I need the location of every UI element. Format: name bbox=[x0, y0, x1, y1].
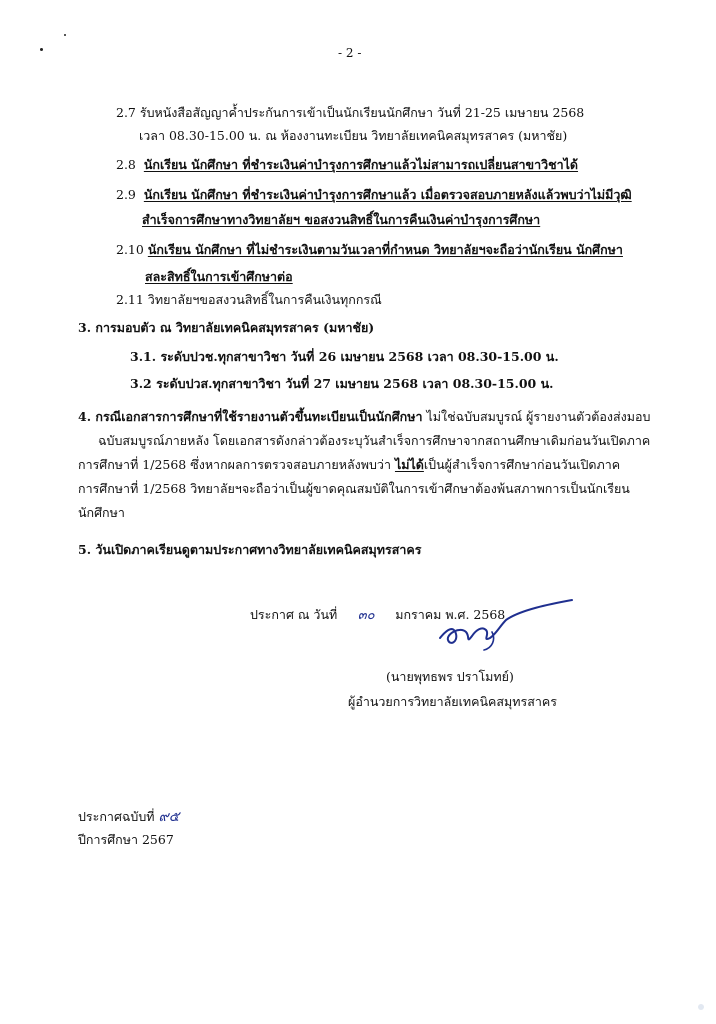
announcement-date-prefix: ประกาศ ณ วันที่ bbox=[250, 607, 338, 622]
scan-dot bbox=[40, 48, 43, 51]
item-2-7-line2: เวลา 08.30-15.00 น. ณ ห้องงานทะเบียน วิทยาลัยเทคนิคสมุทรสาคร (มหาชัย) bbox=[139, 128, 568, 143]
section-3-heading: 3. การมอบตัว ณ วิทยาลัยเทคนิคสมุทรสาคร (มหาชัย) bbox=[78, 320, 375, 335]
item-2-11: 2.11 วิทยาลัยฯขอสงวนสิทธิ์ในการคืนเงินทุกกรณี bbox=[116, 292, 382, 307]
section-4-line1 bbox=[78, 407, 650, 427]
item-2-10-line2: สละสิทธิ์ในการเข้าศึกษาต่อ bbox=[145, 269, 293, 284]
scan-dot bbox=[64, 34, 66, 36]
item-2-10-line1 bbox=[116, 240, 623, 260]
announcement-date-day: ๓๐ bbox=[357, 608, 375, 623]
item-2-8-number: 2.8 bbox=[116, 157, 136, 172]
item-2-9-number: 2.9 bbox=[116, 187, 136, 202]
section-4-line3-emphasis: ไม่ได้ bbox=[394, 457, 424, 472]
item-2-9-text: นักเรียน นักศึกษา ที่ชำระเงินค่าบำรุงการศึกษาแล้ว เมื่อตรวจสอบภายหลังแล้วพบว่าไม่มีวุฒิ bbox=[143, 187, 632, 202]
item-2-9-line2: สำเร็จการศึกษาทางวิทยาลัยฯ ขอสงวนสิทธิ์ในการคืนเงินค่าบำรุงการศึกษา bbox=[142, 212, 541, 227]
announcement-date-suffix: มกราคม พ.ศ. 2568 bbox=[395, 607, 506, 622]
section-5-heading: 5. วันเปิดภาคเรียนดูตามประกาศทางวิทยาลัยเทคนิคสมุทรสาคร bbox=[78, 542, 422, 557]
item-2-8 bbox=[116, 155, 578, 175]
academic-year: ปีการศึกษา 2567 bbox=[78, 832, 174, 847]
section-4-line1-rest: ไม่ใช่ฉบับสมบูรณ์ ผู้รายงานตัวต้องส่งมอบ bbox=[422, 409, 651, 424]
scan-speck bbox=[698, 1004, 704, 1010]
announcement-number-label: ประกาศฉบับที่ bbox=[78, 809, 155, 824]
page-number: - 2 - bbox=[338, 46, 362, 60]
item-2-10-number: 2.10 bbox=[116, 242, 144, 257]
item-2-10-text: นักเรียน นักศึกษา ที่ไม่ชำระเงินตามวันเวลาที่กำหนด วิทยาลัยฯจะถือว่านักเรียน นักศึกษา bbox=[147, 242, 623, 257]
item-2-8-text: นักเรียน นักศึกษา ที่ชำระเงินค่าบำรุงการศึกษาแล้วไม่สามารถเปลี่ยนสาขาวิชาได้ bbox=[143, 157, 579, 172]
announcement-number-value: ๙๕ bbox=[158, 809, 180, 825]
section-3-row-2: 3.2 ระดับปวส.ทุกสาขาวิชา วันที่ 27 เมษายน 2568 เวลา 08.30-15.00 น. bbox=[130, 376, 554, 391]
section-4-line4: การศึกษาที่ 1/2568 วิทยาลัยฯจะถือว่าเป็นผู้ขาดคุณสมบัติในการเข้าศึกษาต้องพ้นสภาพการเป็นนักเรียน bbox=[78, 481, 630, 496]
item-2-9-line1 bbox=[116, 185, 632, 205]
section-4-line2: ฉบับสมบูรณ์ภายหลัง โดยเอกสารดังกล่าวต้องระบุวันสำเร็จการศึกษาจากสถานศึกษาเดิมก่อนวันเปิดภาค bbox=[98, 433, 651, 448]
section-3-row-1: 3.1. ระดับปวช.ทุกสาขาวิชา วันที่ 26 เมษายน 2568 เวลา 08.30-15.00 น. bbox=[130, 349, 559, 364]
section-4-heading: 4. กรณีเอกสารการศึกษาที่ใช้รายงานตัวขึ้นทะเบียนเป็นนักศึกษา bbox=[78, 409, 423, 424]
item-2-7-line1: 2.7 รับหนังสือสัญญาค้ำประกันการเข้าเป็นนักเรียนนักศึกษา วันที่ 21-25 เมษายน 2568 bbox=[116, 105, 585, 120]
section-4-line3-post: เป็นผู้สำเร็จการศึกษาก่อนวันเปิดภาค bbox=[423, 457, 621, 472]
announcement-number bbox=[78, 806, 179, 828]
section-4-line3 bbox=[78, 455, 620, 475]
section-4-line5: นักศึกษา bbox=[78, 505, 125, 520]
signature bbox=[430, 596, 580, 656]
signatory-name: (นายพุทธพร ปราโมทย์) bbox=[386, 669, 514, 684]
section-4-line3-pre: การศึกษาที่ 1/2568 ซึ่งหากผลการตรวจสอบภายหลังพบว่า bbox=[78, 457, 395, 472]
signatory-position: ผู้อำนวยการวิทยาลัยเทคนิคสมุทรสาคร bbox=[348, 694, 557, 709]
